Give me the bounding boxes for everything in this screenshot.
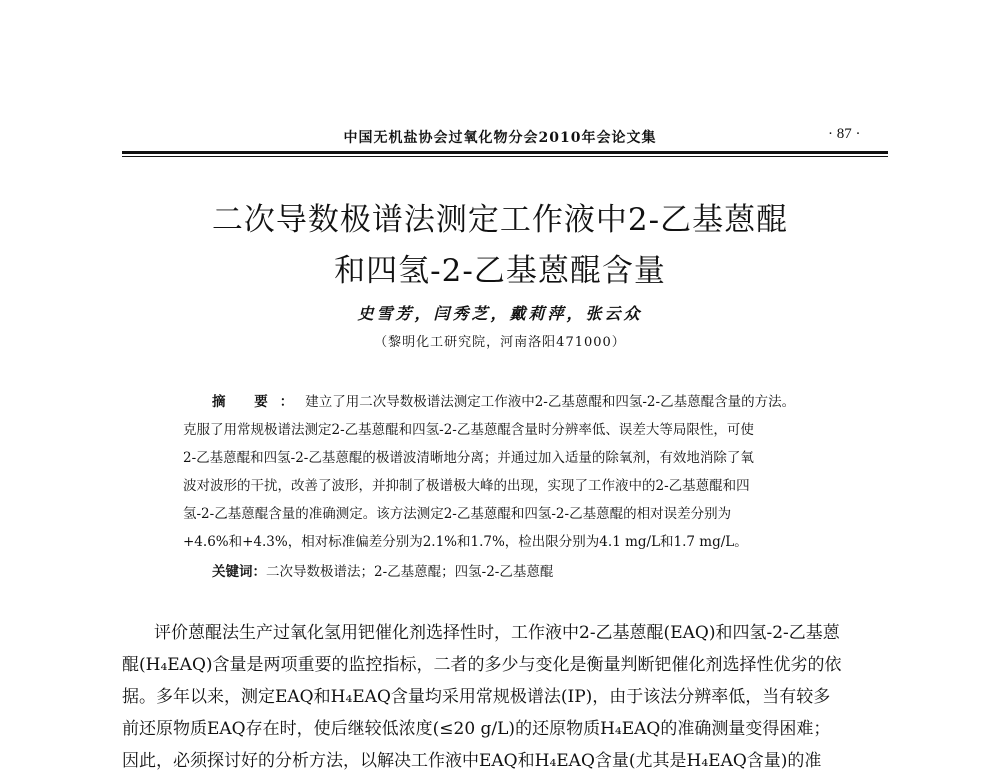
affiliation: （黎明化工研究院，河南洛阳471000） <box>374 335 626 350</box>
keywords-label: 关键词： <box>212 564 266 580</box>
page-number: · 87 · <box>828 126 861 142</box>
abstract-label: 摘 要： <box>212 394 306 410</box>
authors: 史雪芳，闫秀芝，戴莉萍，张云众 <box>357 304 643 323</box>
abstract-line: 氢-2-乙基蒽醌含量的准确测定。该方法测定2-乙基蒽醌和四氢-2-乙基蒽醌的相对误差分别为 <box>183 506 732 522</box>
body-line: 评价蒽醌法生产过氧化氢用钯催化剂选择性时，工作液中2-乙基蒽醌(EAQ)和四氢-2-乙基蒽 <box>154 623 840 643</box>
paper-title-line-1: 二次导数极谱法测定工作液中2-乙基蒽醌 <box>211 202 789 238</box>
header-rule-thin <box>122 156 888 157</box>
abstract-text: 建立了用二次导数极谱法测定工作液中2-乙基蒽醌和四氢-2-乙基蒽醌含量的方法。 <box>305 394 796 410</box>
abstract-line: 波对波形的干扰，改善了波形，并抑制了极谱极大峰的出现，实现了工作液中的2-乙基蒽醌和四 <box>183 478 750 494</box>
paper-title-line-2: 和四氢-2-乙基蒽醌含量 <box>334 253 666 289</box>
body-line: 醌(H₄EAQ)含量是两项重要的监控指标，二者的多少与变化是衡量判断钯催化剂选择性优劣的依 <box>122 655 842 675</box>
journal-name: 中国无机盐协会过氧化物分会2010年会论文集 <box>343 130 657 146</box>
abstract-line: 克服了用常规极谱法测定2-乙基蒽醌和四氢-2-乙基蒽醌含量时分辨率低、误差大等局限性，可使 <box>183 422 754 438</box>
header-rule-thick <box>122 151 888 154</box>
running-header <box>0 124 1000 148</box>
abstract-line <box>0 390 1000 410</box>
body-line: 据。多年以来，测定EAQ和H₄EAQ含量均采用常规极谱法(IP)，由于该法分辨率低，当有较多 <box>122 687 831 707</box>
body-line: 前还原物质EAQ存在时，使后继较低浓度(≤20 g/L)的还原物质H₄EAQ的准确测量变得困难； <box>122 719 831 739</box>
keywords <box>0 560 1000 580</box>
abstract-line: 2-乙基蒽醌和四氢-2-乙基蒽醌的极谱波清晰地分离；并通过加入适量的除氧剂，有效地消除了氧 <box>183 450 754 466</box>
keywords-text: 二次导数极谱法；2-乙基蒽醌；四氢-2-乙基蒽醌 <box>266 564 554 580</box>
abstract-line: +4.6%和+4.3%，相对标准偏差分别为2.1%和1.7%，检出限分别为4.1 mg/L和1.7 mg/L。 <box>183 534 748 550</box>
body-line: 因此，必须探讨好的分析方法，以解决工作液中EAQ和H₄EAQ含量(尤其是H₄EAQ含量)的准 <box>122 751 822 771</box>
